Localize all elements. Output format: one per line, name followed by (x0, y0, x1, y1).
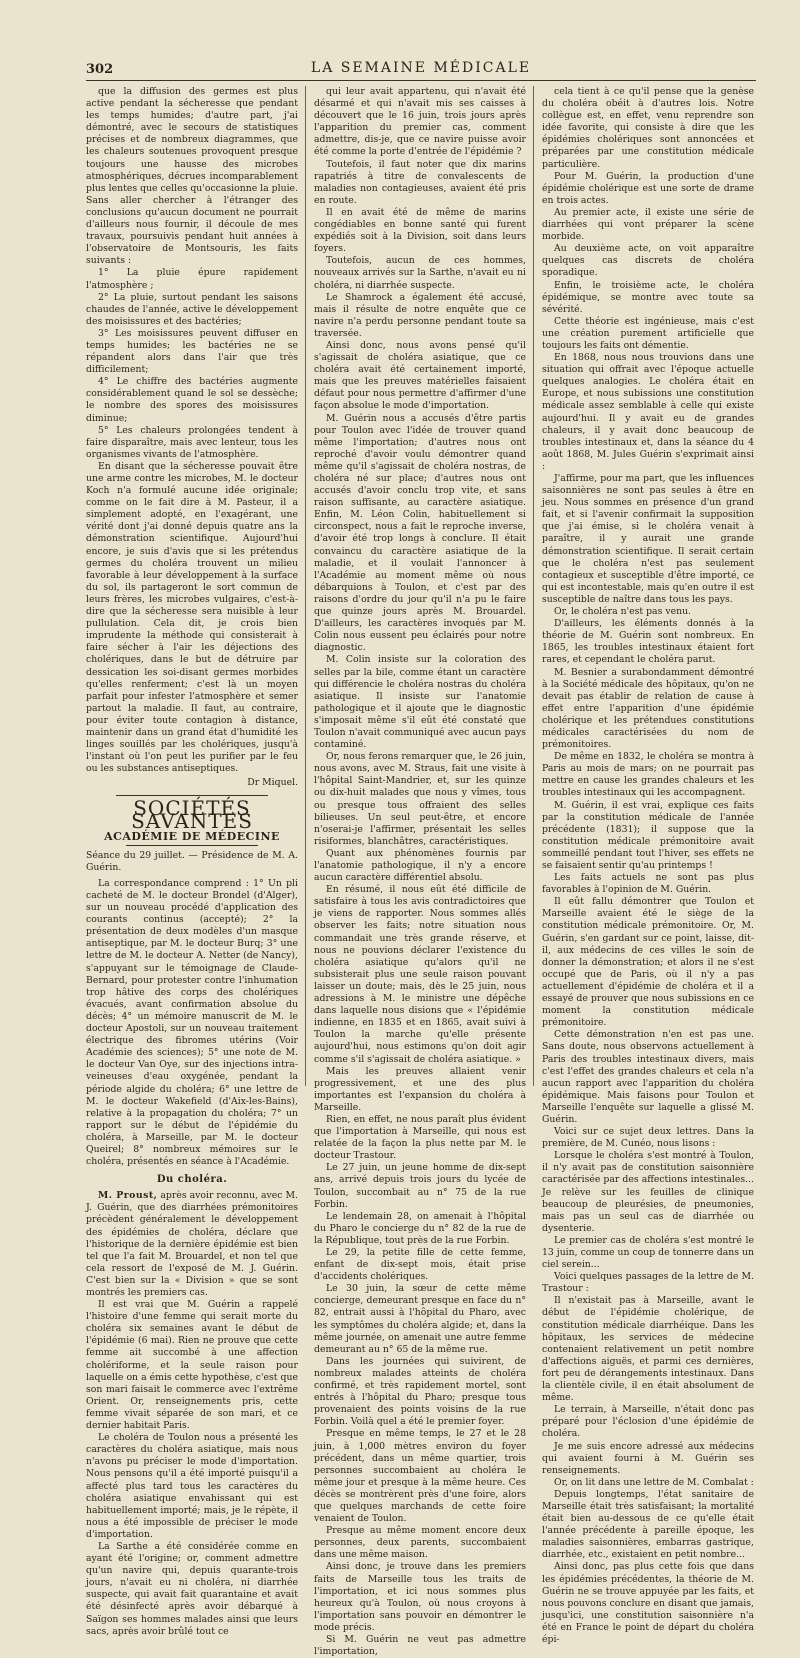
paragraph: Le premier cas de choléra s'est montré le 13 juin, comme un coup de tonnerre dans un ciel serein... (542, 1234, 754, 1271)
paragraph: Il n'existait pas à Marseille, avant le début de l'épidémie cholérique, de constitution médicale diarrhéique. Dans les hôpitaux, les services de médecine contenaient relativement un petit nombre d'affections aiguës, et parmi ces dernières, fort peu de dérangements intestinaux. Dans la clientèle civile, il en était absolument de même. (542, 1295, 754, 1404)
paragraph: Depuis longtemps, l'état sanitaire de Marseille était très satisfaisant; la mortalité était bien au-dessous de ce qu'elle était l'année précédente à pareille époque, les maladies saisonnières, embarras gastrique, diarrhée, etc., existaient en petit nombre... (542, 1488, 754, 1561)
paragraph: Il est vrai que M. Guérin a rappelé l'histoire d'une femme qui serait morte du choléra six semaines avant le début de l'épidémie (6 mai). Rien ne prouve que cette femme ait succombé à une affection cholériforme, et la seule raison pour laquelle on a émis cette hypothèse, c'est que son mari faisait le commerce avec l'extrême Orient. Or, renseignements pris, cette femme vivait séparée de son mari, et ce dernier habitait Paris. (86, 1299, 298, 1432)
paragraph: Le 29, la petite fille de cette femme, enfant de dix-sept mois, était prise d'accidents cholériques. (314, 1247, 526, 1283)
paragraph: M. Colin insiste sur la coloration des selles par la bile, comme étant un caractère qui différencie le choléra nostras du choléra asiatique. Il insiste sur l'anatomie pathologique et il ajoute que le diagnostic s'imposait même s'il eût été constaté que Toulon n'avait communiqué avec aucun pays contaminé. (314, 654, 526, 751)
author-signature: Dr Miquel. (247, 777, 298, 789)
paragraph: Dans les journées qui suivirent, de nombreux malades atteints de choléra confirmé, et très rapidement mortel, sont entrés à l'hôpital du Pharo; presque tous provenaient des points voisins de la rue Forbin. Voilà quel a été le premier foyer. (314, 1355, 526, 1428)
paragraph: Voici quelques passages de la lettre de M. Trastour : (542, 1271, 754, 1295)
paragraph: 1° La pluie épure rapidement l'atmosphère ; (86, 267, 298, 291)
page-number: 302 (86, 62, 114, 77)
paragraph: En disant que la sécheresse pouvait être une arme contre les microbes, M. le docteur Koch n'a formulé aucune idée originale; comme on le fait dire à M. Pasteur, il a simplement adopté, en l'exagérant, une vérité dont j'ai donné depuis quatre ans la démonstration scientifique. Aujourd'hui encore, je suis d'avis que si les prétendus germes du choléra trouvent un milieu favorable à leur développement à la surface du sol, ils partageront le sort commun de leurs frères, les microbes vulgaires, c'est-à-dire que la sécheresse sera nuisible à leur pullulation. Cela dit, je crois bien imprudente la méthode qui consisterait à faire sécher à l'air les déjections des cholériques, dans le but de détruire par dessication les soi-disant germes morbides qu'elles renferment; c'est là un moyen parfait pour infester l'atmosphère et semer partout la maladie. Il faut, au contraire, pour éviter toute contagion à distance, maintenir dans un grand état d'humidité les linges souillés par les cholériques, jusqu'à l'instant où l'on peut les purifier par le feu ou les substances antiseptiques. (86, 460, 298, 775)
paragraph: La Sarthe a été considérée comme en ayant été l'origine; or, comment admettre qu'un navire qui, depuis quarante-trois jours, n'avait eu ni choléra, ni diarrhée suspecte, qui avait fait quarantaine et avait été désinfecté après avoir débarqué à Saïgon ses hommes malades ainsi que leurs sacs, après avoir brûlé tout ce (86, 1540, 298, 1637)
paragraph: Pour M. Guérin, la production d'une épidémie cholérique est une sorte de drame en trois actes. (542, 170, 754, 206)
paragraph: Cette démonstration n'en est pas une. Sans doute, nous observons actuellement à Paris des troubles intestinaux divers, mais c'est l'effet des grandes chaleurs et cela n'a aucun rapport avec l'apparition du choléra épidémique. Mais faisons pour Toulon et Marseille l'enquête sur laquelle a glissé M. Guérin. (542, 1029, 754, 1125)
paragraph-text: après avoir reconnu, avec M. J. Guérin, que des diarrhées prémonitoires précèdent généralement le développement des épidémies de choléra, déclare que l'historique de la dernière épidémie est bien tel que l'a fait M. Brouardel, et non tel que cela ressort de l'exposé de M. J. Guérin. C'est bien sur la « Division » que se sont montrés les premiers cas. (86, 1190, 298, 1298)
paragraph: Au premier acte, il existe une série de diarrhées qui vont préparer la scène morbide. (542, 206, 754, 243)
paragraph: Il eût fallu démontrer que Toulon et Marseille avaient été le siège de la constitution médicale prémonitoire. Or, M. Guérin, s'en gardant sur ce point, laisse, dit-il, aux médecins de ces villes le soin de donner la démonstration; et alors il ne s'est occupé que de Paris, où il n'y a pas actuellement d'épidémie de choléra et il a essayé de prouver que nous subissions en ce moment la constitution médicale prémonitoire. (542, 896, 754, 1029)
page-header (86, 60, 756, 81)
paragraph: Je me suis encore adressé aux médecins qui avaient fourni à M. Guérin ses renseignements. (542, 1440, 754, 1476)
paragraph: Presque au même moment encore deux personnes, deux parents, succombaient dans une même maison. (314, 1525, 526, 1561)
paragraph: Lorsque le choléra s'est montré à Toulon, il n'y avait pas de constitution saisonnière caractérisée par des affections intestinales... Je relève sur les feuilles de clinique beaucoup de pleurésies, de pneumonies, mais pas un seul cas de diarrhée ou dysenterie. (542, 1150, 754, 1234)
paragraph: Or, nous ferons remarquer que, le 26 juin, nous avons, avec M. Straus, fait une visite à l'hôpital Saint-Mandrier, et, sur les quinze ou dix-huit malades que nous y vîmes, tous ou presque tous offraient des selles bilieuses. Un seul peut-être, et encore n'oserai-je l'affirmer, présentait les selles risiformes, blanchâtres, caractéristiques. (314, 751, 526, 847)
paragraph: Au deuxième acte, on voit apparaître quelques cas discrets de choléra sporadique. (542, 243, 754, 279)
subsection-title: ACADÉMIE DE MÉDECINE (104, 829, 280, 843)
column-2 (314, 86, 526, 1658)
column-3 (542, 86, 754, 1645)
paragraph: Les faits actuels ne sont pas plus favorables à l'opinion de M. Guérin. (542, 872, 754, 896)
paragraph: Ainsi donc, nous avons pensé qu'il s'agissait de choléra asiatique, que ce choléra avait été certainement importé, mais que les preuves matérielles faisaient défaut pour nous permettre d'affirmer d'une façon absolue le mode d'importation. (314, 339, 526, 412)
paragraph: 2° La pluie, surtout pendant les saisons chaudes de l'année, active le développement des moisissures et des bactéries; (86, 291, 298, 327)
paragraph: Toutefois, il faut noter que dix marins rapatriés à titre de convalescents de maladies non contagieuses, avaient été pris en route. (314, 158, 526, 206)
paragraph: Le 27 juin, un jeune homme de dix-sept ans, arrivé depuis trois jours du lycée de Toulon, succombait au n° 75 de la rue Forbin. (314, 1162, 526, 1210)
paragraph: J'affirme, pour ma part, que les influences saisonnières ne sont pas seules à être en jeu. Nous sommes en présence d'un grand fait, et si l'avenir confirmait la supposition que j'ai émise, si le choléra venait à paraître, il y aurait une grande démonstration scientifique. Il serait certain que le choléra n'est pas seulement contagieux et susceptible d'être importé, ce qui est incontestable, mais qu'en outre il est susceptible de naître dans tous les pays. (542, 473, 754, 605)
paragraph: Mais les preuves allaient venir progressivement, et une des plus importantes est l'expansion du choléra à Marseille. (314, 1065, 526, 1113)
paragraph: Or, on lit dans une lettre de M. Combalat : (554, 1476, 754, 1488)
paragraph: que la diffusion des germes est plus active pendant la sécheresse que pendant les temps humides; d'autre part, j'ai démontré, avec le secours de statistiques précises et de nombreux diagrammes, que les chaleurs soutenues provoquent presque toujours une hausse des microbes atmosphériques, décrues incomparablement plus lentes que celles qu'occasionne la pluie. Sans aller chercher à l'étranger des conclusions qu'aucun document ne pourrait d'ailleurs nous fournir, il découle de mes travaux, poursuivis pendant huit années à l'observatoire de Montsouris, les faits suivants : (86, 86, 298, 267)
journal-title: LA SEMAINE MÉDICALE (310, 60, 532, 76)
paragraph: D'ailleurs, les éléments donnés à la théorie de M. Guérin sont nombreux. En 1865, les troubles intestinaux étaient fort rares, et cependant le choléra parut. (542, 618, 754, 666)
paragraph: Ainsi donc, je trouve dans les premiers faits de Marseille tous les traits de l'importation, et ici nous sommes plus heureux qu'à Toulon, où nous croyons à l'importation sans pouvoir en démontrer le mode précis. (314, 1561, 526, 1633)
paragraph: Or, le choléra n'est pas venu. (554, 606, 692, 618)
paragraph: Le 30 juin, la sœur de cette même concierge, demeurant presque en face du n° 82, entrait aussi à l'hôpital du Pharo, avec les symptômes du choléra algide; et, dans la même journée, on amenait une autre femme demeurant au n° 65 de la même rue. (314, 1283, 526, 1355)
paragraph: Voici sur ce sujet deux lettres. Dans la première, de M. Cunéo, nous lisons : (542, 1126, 754, 1150)
column-1 (86, 86, 298, 1637)
paragraph: Le choléra de Toulon nous a présenté les caractères du choléra asiatique, mais nous n'avons pu préciser le mode d'importation. Nous pensons qu'il a été importé puisqu'il a affecté plus tard tous les caractères du choléra asiatique envahissant qui est habituellement importé; mais, je le répète, il nous a été impossible de préciser le mode d'importation. (86, 1432, 298, 1540)
paragraph: qui leur avait appartenu, qui n'avait été désarmé et qui n'avait mis ses caisses à découvert que le 16 juin, trois jours après l'apparition du premier cas, comment admettre, dis-je, que ce navire puisse avoir été comme la porte d'entrée de l'épidémie ? (314, 86, 526, 158)
paragraph: M. Guérin nous a accusés d'être partis pour Toulon avec l'idée de trouver quand même l'importation; d'autres nous ont reproché d'avoir voulu démontrer quand même qu'il s'agissait de choléra nostras, de choléra né sur place; d'autres nous ont accusés d'avoir conclu trop vite, et sans raison suffisante, au caractère asiatique. Enfin, M. Léon Colin, habituellement si circonspect, nous a fait le reproche inverse, d'avoir été trop longs à conclure. Il était convaincu du caractère asiatique de la maladie, et il voulait l'annoncer à l'Académie au moment même où nous débarquions à Toulon, et c'est par des raisons d'ordre du jour qu'il n'a pu le faire que quinze jours après M. Brouardel. D'ailleurs, les caractères invoqués par M. Colin nous eussent peu éclairés pour notre diagnostic. (314, 412, 526, 654)
paragraph: 4° Le chiffre des bactéries augmente considérablement quand le sol se dessèche; le nombre des spores des moisissures diminue; (86, 376, 298, 424)
paragraph (86, 1190, 298, 1299)
paragraph: Le terrain, à Marseille, n'était donc pas préparé pour l'éclosion d'une épidémie de choléra. (542, 1404, 754, 1440)
paragraph: Si M. Guérin ne veut pas admettre l'importation, (314, 1634, 526, 1658)
paragraph: 5° Les chaleurs prolongées tendent à faire disparaître, mais avec lenteur, tous les organismes vivants de l'atmosphère. (86, 424, 298, 460)
paragraph: 3° Les moisissures peuvent diffuser en temps humides; les bactéries ne se répandent alors dans l'air que très difficilement; (86, 327, 298, 376)
paragraph: Presque en même temps, le 27 et le 28 juin, à 1,000 mètres environ du foyer précédent, dans un même quartier, trois personnes succombaient au choléra le même jour et presque à la même heure. Ces décès se montrèrent près d'une foire, alors que quelques marchands de cette foire venaient de Toulon. (314, 1428, 526, 1525)
paragraph: Enfin, le troisième acte, le choléra épidémique, se montre avec toute sa sévérité. (542, 279, 754, 315)
paragraph: Le lendemain 28, on amenait à l'hôpital du Pharo le concierge du n° 82 de la rue de la République, tout près de la rue Forbin. (314, 1210, 526, 1246)
paragraph: Il en avait été de même de marins congédiables en bonne santé qui furent expédiés soit à la Division, soit dans leurs foyers. (314, 206, 526, 255)
section-title: SOCIÉTÉS SAVANTES (131, 796, 253, 833)
column-divider (305, 86, 306, 1086)
paragraph: De même en 1832, le choléra se montra à Paris au mois de mars; on ne pourrait pas mettre en cause les grandes chaleurs et les troubles intestinaux qui les accompagnent. (542, 751, 754, 799)
paragraph: Cette théorie est ingénieuse, mais c'est une création purement artificielle que toujours les faits ont démentie. (542, 315, 754, 351)
paragraph: cela tient à ce qu'il pense que la genèse du choléra obéit à d'autres lois. Notre collègue est, en effet, venu reprendre son idée favorite, qui consiste à dire que les épidémies cholériques sont annoncées et préparées par une constitution médicale particulière. (542, 86, 754, 170)
column-divider (533, 86, 534, 1086)
topic-heading: Du choléra. (156, 1174, 228, 1186)
paragraph: En 1868, nous nous trouvions dans une situation qui offrait avec l'époque actuelle quelques analogies. Le choléra était en Europe, et nous subissions une constitution médicale assez semblable à celle qui existe aujourd'hui. Il y avait eu de grandes chaleurs, il y avait donc beaucoup de troubles intestinaux et, dans la séance du 4 août 1868, M. Jules Guérin s'exprimait ainsi : (542, 352, 754, 472)
seance-line: Séance du 29 juillet. — Présidence de M. A. Guérin. (86, 849, 298, 873)
paragraph: Toutefois, aucun de ces hommes, nouveaux arrivés sur la Sarthe, n'avait eu ni choléra, ni diarrhée suspecte. (314, 255, 526, 291)
divider (126, 845, 258, 846)
speaker-name: M. Proust, (98, 1190, 158, 1202)
paragraph: M. Guérin, il est vrai, explique ces faits par la constitution médicale de l'année précédente (1831); il suppose que la constitution médicale prémonitoire avait sommeillé pendant tout l'hiver, ses effets ne se faisaient sentir qu'au printemps ! (542, 799, 754, 871)
paragraph: M. Besnier a surabondamment démontré à la Société médicale des hôpitaux, qu'on ne devait pas établir de relation de cause à effet entre l'apparition d'une épidémie cholérique et les prétendues constitutions médicales caractérisées du nom de prémonitoires. (542, 666, 754, 751)
paragraph: Le Shamrock a également été accusé, mais il résulte de notre enquête que ce navire n'a perdu personne pendant toute sa traversée. (314, 291, 526, 339)
paragraph: La correspondance comprend : 1° Un pli cacheté de M. le docteur Brondel (d'Alger), sur un nouveau procédé d'application des courants continus (accepté); 2° la présentation de deux modèles d'un masque antiseptique, par M. le docteur Burq; 3° une lettre de M. le docteur A. Netter (de Nancy), s'appuyant sur le témoignage de Claude-Bernard, pour protester contre l'inhumation trop hâtive des corps des cholériques évacués, avant confirmation absolue du décès; 4° un mémoire manuscrit de M. le docteur Apostoli, sur un nouveau traitement électrique des fibromes utérins (Voir Académie des sciences); 5° une note de M. le docteur Van Oye, sur des injections intra-veineuses d'eau oxygénée, pendant la période algide du choléra; 6° une lettre de M. le docteur Wakefield (d'Aix-les-Bains), relative à la propagation du choléra; 7° un rapport sur le début de l'épidémie du choléra, à Marseille, par M. le docteur Queirel; 8° nombreux mémoires sur le choléra, présentés en séance à l'Académie. (86, 877, 298, 1168)
paragraph: Quant aux phénomènes fournis par l'anatomie pathologique, il n'y a encore aucun caractère différentiel absolu. (314, 847, 526, 884)
paragraph: Rien, en effet, ne nous paraît plus évident que l'importation à Marseille, qui nous est relatée de la façon la plus nette par M. le docteur Trastour. (314, 1113, 526, 1162)
paragraph: Ainsi donc, pas plus cette fois que dans les épidémies précédentes, la théorie de M. Guérin ne se trouve appuyée par les faits, et nous pouvons conclure en disant que jamais, jusqu'ici, une constitution saisonnière n'a été en France le point de départ du choléra épi- (542, 1561, 754, 1645)
paragraph: En résumé, il nous eût été difficile de satisfaire à tous les avis contradictoires que je viens de rapporter. Nous sommes allés observer les faits; notre situation nous commandait une très grande réserve, et nous ne pouvions déclarer l'existence du choléra asiatique qu'alors qu'il ne subsisterait plus une seule raison pouvant laisser un doute; mais, dès le 25 juin, nous adressions à M. le ministre une dépêche dans laquelle nous disions que « l'épidémie indienne, en 1835 et en 1865, avait suivi à Toulon la marche qu'elle présente aujourd'hui, nous estimons qu'on doit agir comme s'il s'agissait de choléra asiatique. » (314, 884, 526, 1065)
